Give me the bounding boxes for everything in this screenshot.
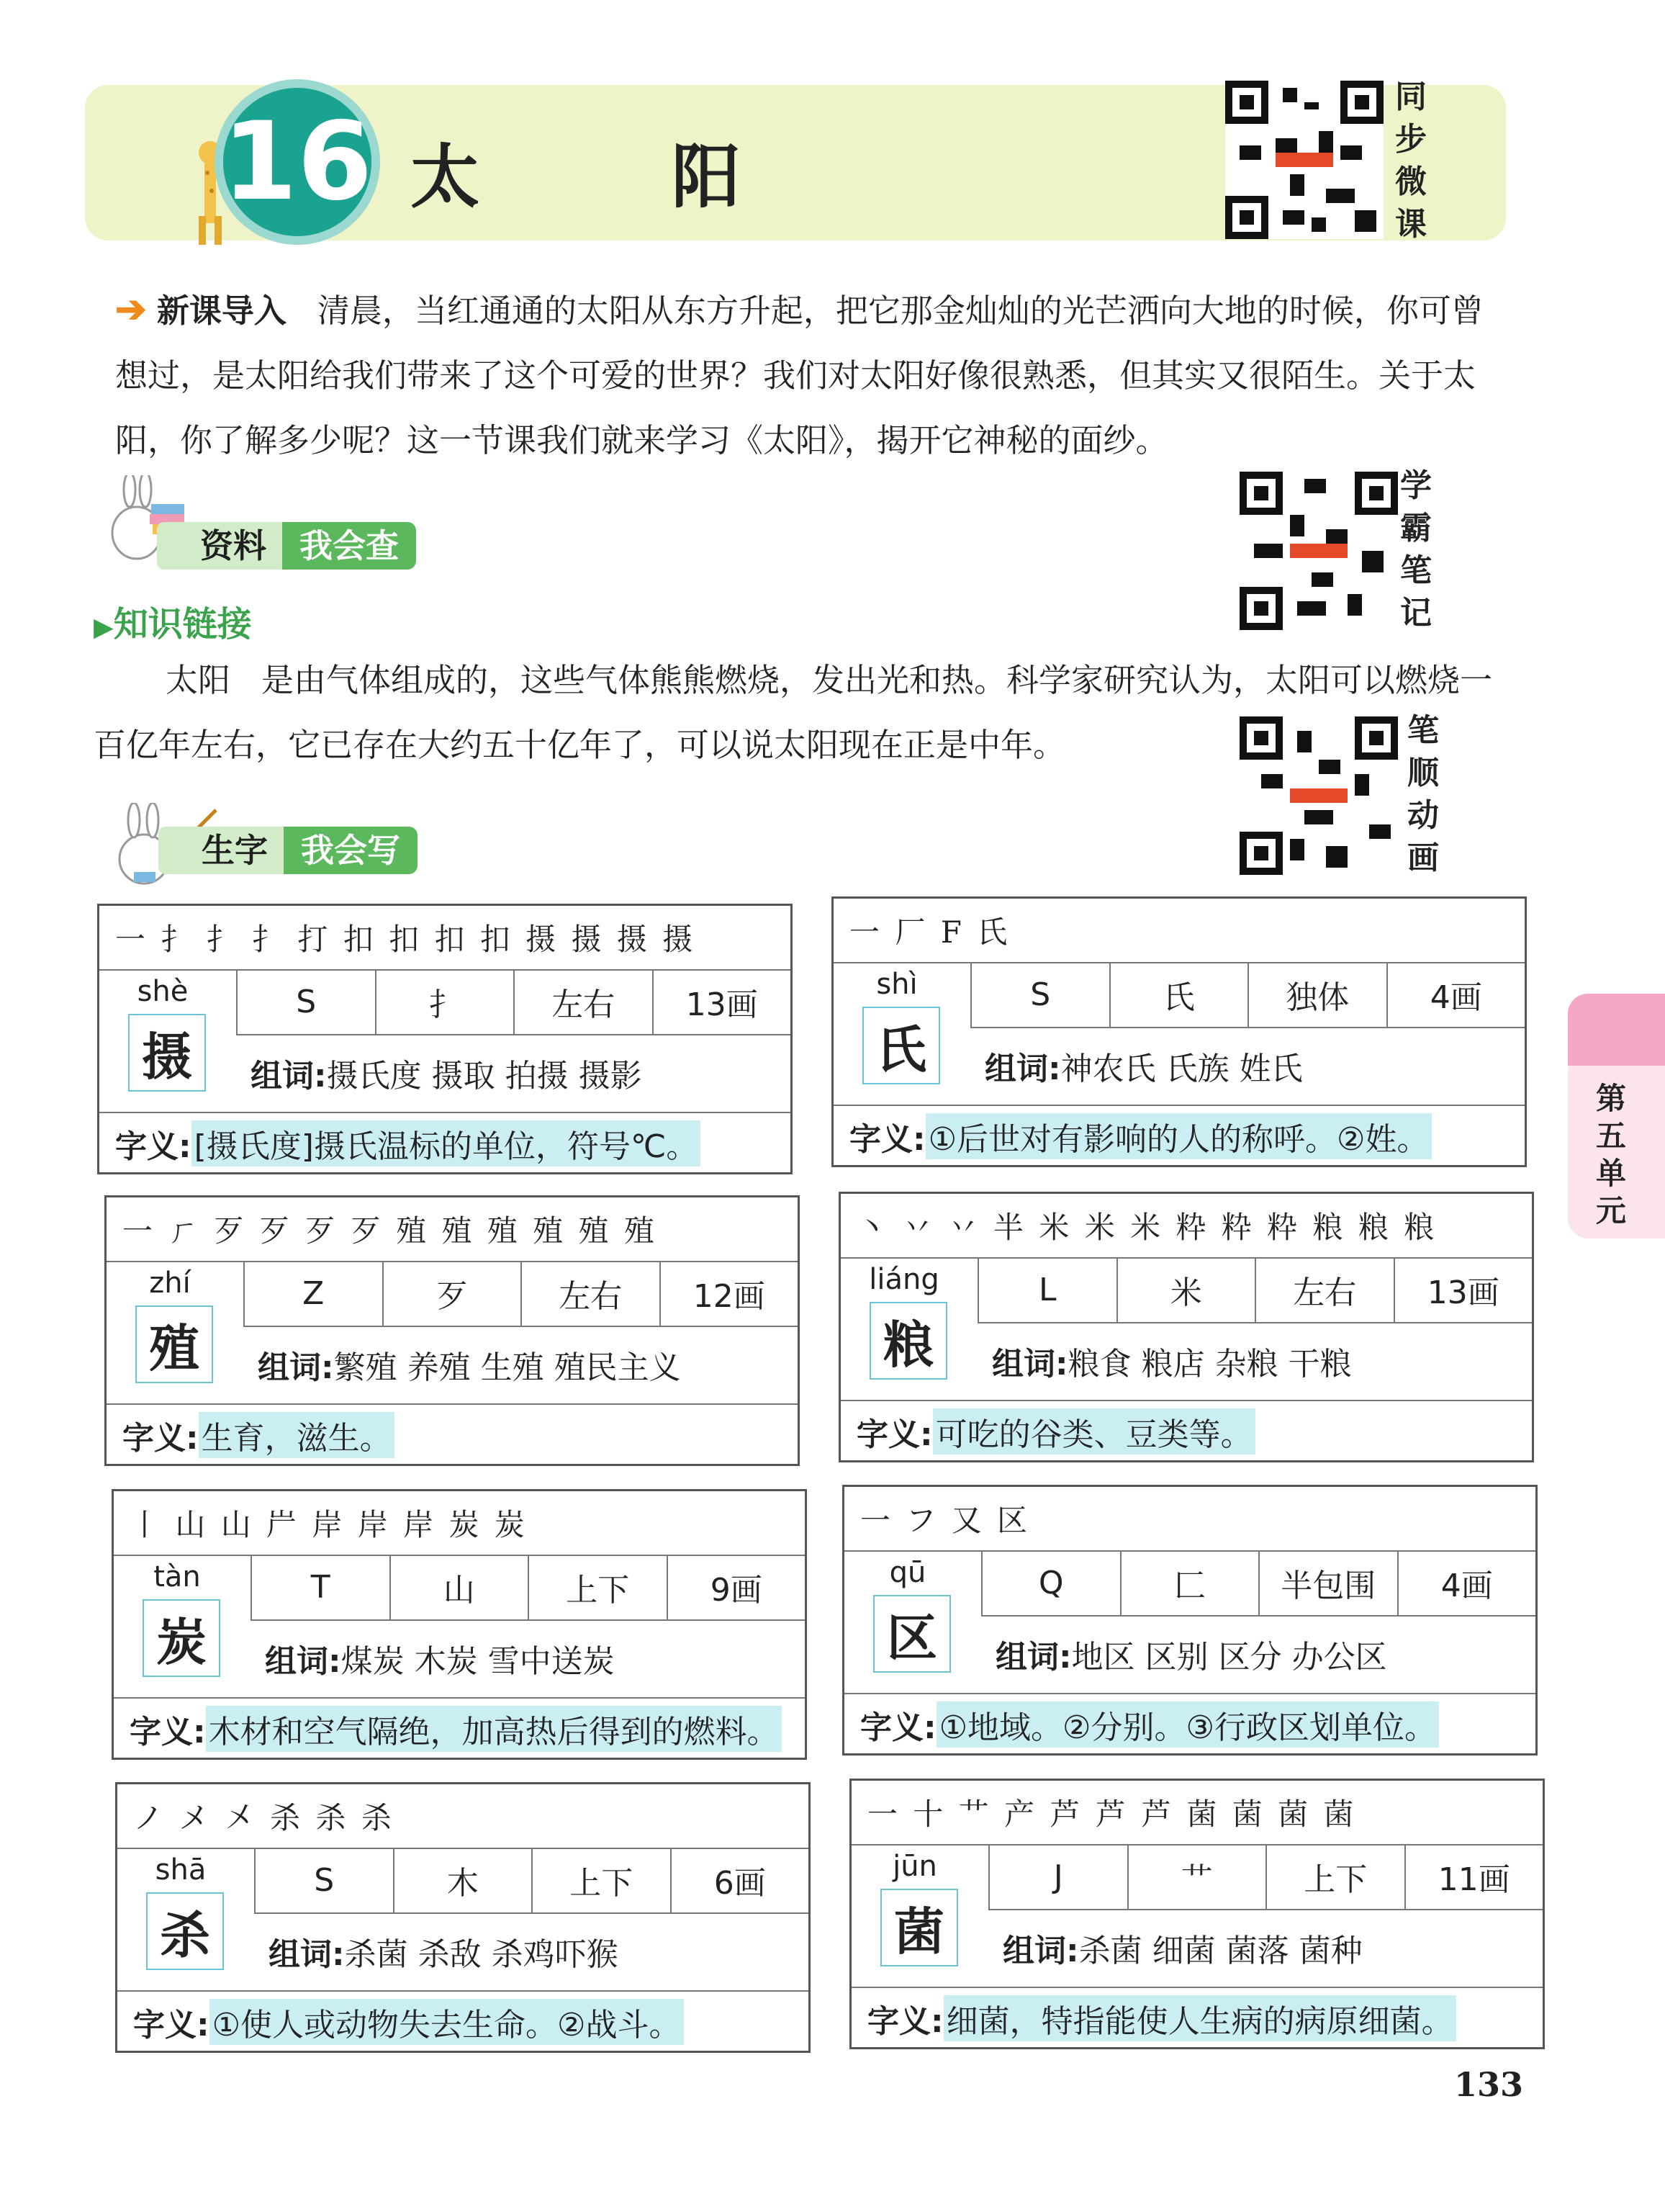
arrow-icon: ➔ [115,287,147,331]
structure: 左右 [515,969,654,1035]
knowledge-link-heading: ▶知识链接 [94,604,252,644]
knowledge-text: 是由气体组成的，这些气体熊熊燃烧，发出光和热。科学家研究认为，太阳可以燃烧一百亿年左右，它已存在大约五十亿年了，可以说太阳现在正是中年。 [94,661,1492,764]
intro-text: 清晨，当红通通的太阳从东方升起，把它那金灿灿的光芒洒向大地的时候，你可曾想过，是太阳给我们带来了这个可爱的世界？我们对太阳好像很熟悉，但其实又很陌生。关于太阳，你了解多少呢？这一节课我们就来学习《太阳》，揭开它神秘的面纱。 [115,292,1484,459]
index-letter: J [990,1844,1129,1910]
radical: 艹 [1129,1844,1268,1910]
index-letter: S [972,962,1111,1028]
character-meaning: 字义: ①使人或动物失去生命。②战斗。 [117,1990,808,2052]
pinyin: zhí [149,1267,191,1300]
index-letter: Q [983,1550,1122,1617]
qr-code-icon[interactable] [1240,472,1398,630]
structure: 上下 [533,1848,672,1914]
index-letter: Z [245,1261,384,1327]
word-group: 组词:地区 区别 区分 办公区 [996,1639,1387,1676]
structure: 上下 [529,1555,668,1621]
stroke-count: 9画 [668,1555,806,1621]
section-banner-materials [157,522,416,570]
word-group: 组词:摄氏度 摄取 拍摄 摄影 [251,1058,642,1094]
lesson-number: 16 [222,99,373,225]
character-meaning: 字义: ①后世对有影响的人的称呼。②姓。 [834,1105,1525,1166]
stroke-count: 11画 [1406,1844,1543,1910]
banner-label: 资料 [157,522,282,570]
radical: 米 [1118,1257,1257,1323]
character-box: 粮 [870,1302,947,1380]
character-meaning: 字义: ①地域。②分别。③行政区划单位。 [844,1693,1535,1755]
character-box: 摄 [128,1014,206,1092]
index-letter: T [252,1555,391,1621]
title-char: 太 [410,137,479,217]
stroke-order: 丶 丷 丷 半 米 米 米 粋 粋 粋 粮 粮 粮 [841,1194,1532,1259]
character-card [115,1782,811,2053]
structure: 独体 [1249,962,1388,1028]
stroke-count: 4画 [1399,1550,1536,1617]
character-card [104,1195,800,1466]
stroke-count: 4画 [1388,962,1525,1028]
index-letter: S [238,969,376,1035]
page-number: 133 [1454,2065,1524,2104]
structure: 半包围 [1260,1550,1399,1617]
character-card [849,1779,1545,2049]
pinyin: liáng [869,1263,939,1296]
qr-label-notes: 学 霸 笔 记 [1400,467,1432,631]
title-char: 阳 [671,137,741,217]
pinyin: qū [889,1556,926,1589]
intro-paragraph [115,277,1512,473]
banner-label: 生字 [158,827,284,874]
word-group: 组词:繁殖 养殖 生殖 殖民主义 [258,1349,681,1386]
radical: 扌 [376,969,515,1035]
banner-label-highlight: 我会查 [282,522,416,570]
radical: 匚 [1122,1550,1260,1617]
stroke-order: 一 フ 又 区 [844,1487,1535,1552]
qr-code-icon[interactable] [1240,716,1398,875]
character-card [112,1489,807,1760]
pinyin: shè [137,975,189,1008]
character-box: 区 [873,1595,951,1673]
word-group: 组词:煤炭 木炭 雪中送炭 [265,1643,615,1680]
word-group: 组词:粮食 粮店 杂粮 干粮 [992,1346,1352,1382]
character-box: 菌 [880,1889,958,1966]
pinyin: jūn [893,1850,937,1883]
character-meaning: 字义: [摄氏度]摄氏温标的单位，符号℃。 [99,1112,790,1174]
stroke-order: 一 十 艹 产 芦 芦 芦 菌 菌 菌 菌 [852,1781,1543,1845]
qr-label-sync-lesson: 同 步 微 课 [1395,78,1427,243]
structure: 上下 [1267,1844,1406,1910]
radical: 山 [391,1555,530,1621]
stroke-order: ノ メ 㐅 杀 杀 杀 [117,1784,808,1849]
qr-label-stroke-animation: 笔 顺 动 画 [1407,712,1439,876]
stroke-order: 一 ㄏ 歹 歹 歹 歹 殖 殖 殖 殖 殖 殖 [107,1197,798,1262]
qr-code-icon[interactable] [1225,81,1384,239]
radical: 氏 [1111,962,1250,1028]
index-letter: L [979,1257,1118,1323]
structure: 左右 [1256,1257,1395,1323]
pinyin: shā [155,1853,207,1887]
word-group: 组词:杀菌 细菌 菌落 菌种 [1003,1933,1363,1969]
character-box: 炭 [143,1599,220,1677]
character-box: 氏 [862,1007,940,1084]
stroke-count: 6画 [672,1848,809,1914]
stroke-count: 13画 [1395,1257,1533,1323]
character-meaning: 字义: 生育，滋生。 [107,1403,798,1465]
stroke-order: 一 扌 扌 扌 打 扣 扣 扣 扣 摄 摄 摄 摄 [99,906,790,971]
character-box: 殖 [135,1305,213,1383]
word-group: 组词:神农氏 氏族 姓氏 [985,1051,1303,1087]
knowledge-term: 太阳 [166,661,231,699]
character-meaning: 字义: 细菌，特指能使人生病的病原细菌。 [852,1987,1543,2049]
pinyin: shì [876,968,918,1001]
lesson-title [410,122,741,221]
stroke-count: 12画 [661,1261,798,1327]
character-card [842,1485,1538,1755]
stroke-order: 丨 山 山 屵 岸 岸 岸 炭 炭 [114,1491,805,1556]
section-banner-new-characters [158,827,418,874]
word-group: 组词:杀菌 杀敌 杀鸡吓猴 [269,1936,618,1973]
unit-side-tab: 第 五 单 元 [1568,1051,1665,1238]
pinyin: tàn [153,1560,201,1593]
character-meaning: 字义: 木材和空气隔绝，加高热后得到的燃料。 [114,1697,805,1759]
radical: 木 [394,1848,533,1914]
character-box: 杀 [146,1892,224,1970]
character-card [831,896,1527,1167]
banner-label-highlight: 我会写 [284,827,418,874]
character-card [97,904,793,1174]
stroke-order: 一 厂 F 氏 [834,899,1525,963]
radical: 歹 [384,1261,523,1327]
lesson-number-badge [215,79,380,245]
character-card [839,1192,1534,1462]
intro-heading: 新课导入 [156,292,286,330]
stroke-count: 13画 [654,969,791,1035]
character-meaning: 字义: 可吃的谷类、豆类等。 [841,1400,1532,1462]
index-letter: S [256,1848,394,1914]
structure: 左右 [522,1261,661,1327]
rabbit-icon [1568,994,1665,1066]
